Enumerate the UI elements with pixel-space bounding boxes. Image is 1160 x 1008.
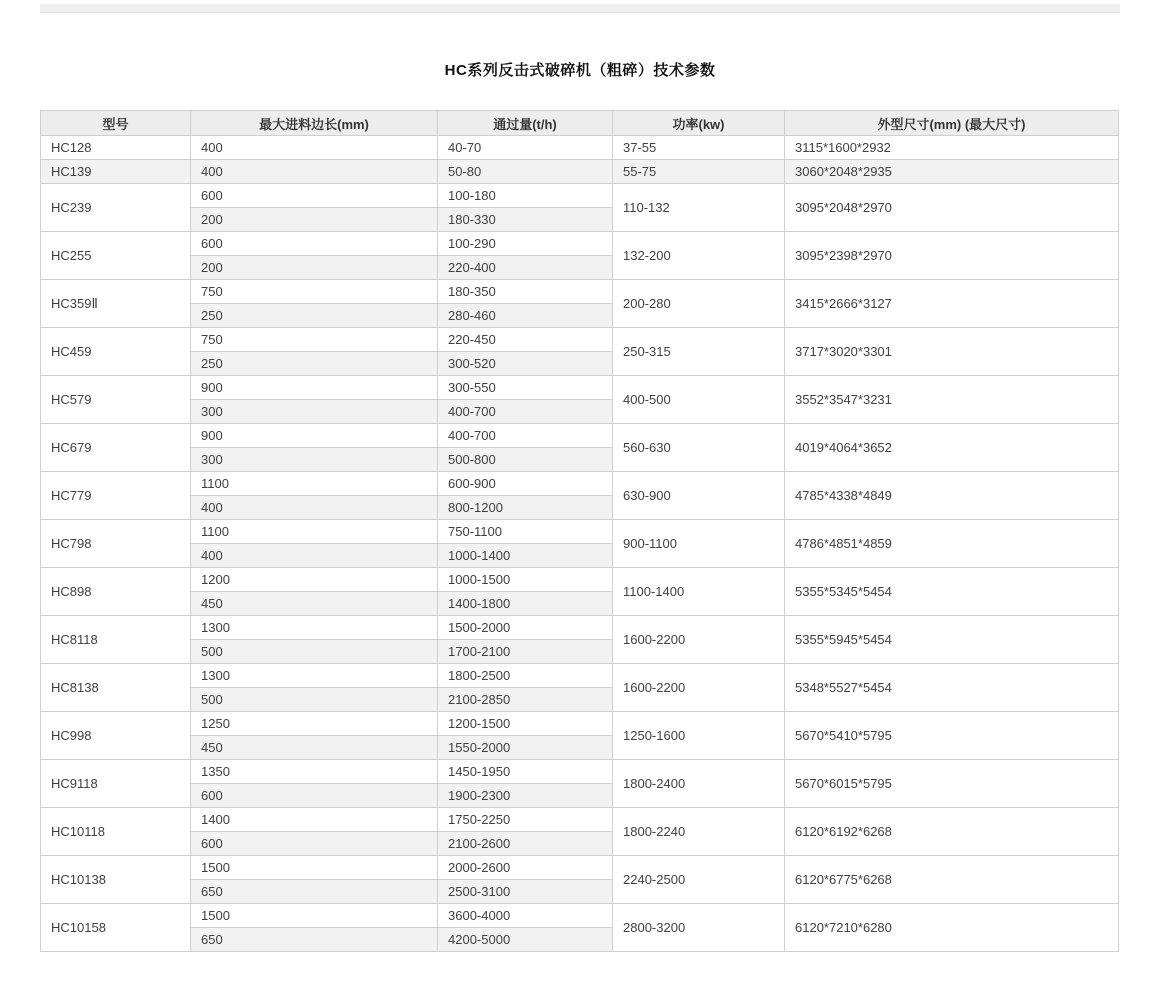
power-cell: 1800-2400 <box>613 760 785 808</box>
model-cell: HC9118 <box>41 760 191 808</box>
power-cell: 132-200 <box>613 232 785 280</box>
dims-cell: 3060*2048*2935 <box>785 160 1119 184</box>
dims-cell: 3095*2048*2970 <box>785 184 1119 232</box>
dims-cell: 4019*4064*3652 <box>785 424 1119 472</box>
capacity-cell: 1200-1500 <box>438 712 613 736</box>
page <box>0 4 1160 1008</box>
power-cell: 2800-3200 <box>613 904 785 952</box>
model-cell: HC139 <box>41 160 191 184</box>
capacity-cell: 2100-2600 <box>438 832 613 856</box>
feed-cell: 400 <box>191 496 438 520</box>
power-cell: 1600-2200 <box>613 616 785 664</box>
power-cell: 560-630 <box>613 424 785 472</box>
capacity-cell: 1750-2250 <box>438 808 613 832</box>
capacity-cell: 500-800 <box>438 448 613 472</box>
capacity-cell: 2000-2600 <box>438 856 613 880</box>
model-cell: HC359Ⅱ <box>41 280 191 328</box>
feed-cell: 400 <box>191 136 438 160</box>
specs-table <box>40 110 1119 952</box>
dims-cell: 3552*3547*3231 <box>785 376 1119 424</box>
feed-cell: 1400 <box>191 808 438 832</box>
feed-cell: 600 <box>191 184 438 208</box>
feed-cell: 300 <box>191 448 438 472</box>
feed-cell: 650 <box>191 928 438 952</box>
table-row <box>41 472 1119 496</box>
capacity-cell: 300-520 <box>438 352 613 376</box>
feed-cell: 500 <box>191 688 438 712</box>
feed-cell: 450 <box>191 592 438 616</box>
model-cell: HC798 <box>41 520 191 568</box>
table-row <box>41 184 1119 208</box>
capacity-cell: 40-70 <box>438 136 613 160</box>
feed-cell: 250 <box>191 304 438 328</box>
capacity-cell: 280-460 <box>438 304 613 328</box>
model-cell: HC459 <box>41 328 191 376</box>
feed-cell: 1200 <box>191 568 438 592</box>
power-cell: 1100-1400 <box>613 568 785 616</box>
table-row <box>41 760 1119 784</box>
feed-cell: 1250 <box>191 712 438 736</box>
capacity-cell: 1400-1800 <box>438 592 613 616</box>
dims-cell: 5348*5527*5454 <box>785 664 1119 712</box>
top-divider-bar <box>40 4 1120 13</box>
table-row <box>41 808 1119 832</box>
table-header <box>41 111 1119 136</box>
power-cell: 2240-2500 <box>613 856 785 904</box>
feed-cell: 1100 <box>191 520 438 544</box>
feed-cell: 450 <box>191 736 438 760</box>
column-header: 功率(kw) <box>613 111 785 136</box>
dims-cell: 5670*5410*5795 <box>785 712 1119 760</box>
model-cell: HC10138 <box>41 856 191 904</box>
capacity-cell: 100-290 <box>438 232 613 256</box>
capacity-cell: 1700-2100 <box>438 640 613 664</box>
power-cell: 37-55 <box>613 136 785 160</box>
model-cell: HC779 <box>41 472 191 520</box>
dims-cell: 5355*5945*5454 <box>785 616 1119 664</box>
dims-cell: 4786*4851*4859 <box>785 520 1119 568</box>
feed-cell: 1500 <box>191 856 438 880</box>
capacity-cell: 180-350 <box>438 280 613 304</box>
capacity-cell: 1800-2500 <box>438 664 613 688</box>
capacity-cell: 750-1100 <box>438 520 613 544</box>
capacity-cell: 3600-4000 <box>438 904 613 928</box>
model-cell: HC579 <box>41 376 191 424</box>
feed-cell: 900 <box>191 376 438 400</box>
dims-cell: 3717*3020*3301 <box>785 328 1119 376</box>
table-row <box>41 136 1119 160</box>
capacity-cell: 220-450 <box>438 328 613 352</box>
dims-cell: 6120*6192*6268 <box>785 808 1119 856</box>
dims-cell: 3095*2398*2970 <box>785 232 1119 280</box>
capacity-cell: 2500-3100 <box>438 880 613 904</box>
feed-cell: 400 <box>191 160 438 184</box>
table-row <box>41 712 1119 736</box>
capacity-cell: 2100-2850 <box>438 688 613 712</box>
power-cell: 1800-2240 <box>613 808 785 856</box>
dims-cell: 5670*6015*5795 <box>785 760 1119 808</box>
model-cell: HC998 <box>41 712 191 760</box>
feed-cell: 600 <box>191 832 438 856</box>
dims-cell: 6120*7210*6280 <box>785 904 1119 952</box>
power-cell: 900-1100 <box>613 520 785 568</box>
capacity-cell: 1000-1400 <box>438 544 613 568</box>
model-cell: HC10158 <box>41 904 191 952</box>
feed-cell: 1300 <box>191 616 438 640</box>
feed-cell: 1500 <box>191 904 438 928</box>
feed-cell: 600 <box>191 232 438 256</box>
feed-cell: 200 <box>191 256 438 280</box>
table-row <box>41 232 1119 256</box>
feed-cell: 650 <box>191 880 438 904</box>
model-cell: HC8118 <box>41 616 191 664</box>
capacity-cell: 800-1200 <box>438 496 613 520</box>
dims-cell: 6120*6775*6268 <box>785 856 1119 904</box>
feed-cell: 750 <box>191 328 438 352</box>
feed-cell: 600 <box>191 784 438 808</box>
table-body <box>41 136 1119 952</box>
feed-cell: 1300 <box>191 664 438 688</box>
table-row <box>41 520 1119 544</box>
table-row <box>41 664 1119 688</box>
power-cell: 1250-1600 <box>613 712 785 760</box>
capacity-cell: 400-700 <box>438 424 613 448</box>
dims-cell: 3415*2666*3127 <box>785 280 1119 328</box>
capacity-cell: 220-400 <box>438 256 613 280</box>
power-cell: 110-132 <box>613 184 785 232</box>
feed-cell: 500 <box>191 640 438 664</box>
capacity-cell: 300-550 <box>438 376 613 400</box>
column-header: 最大进料边长(mm) <box>191 111 438 136</box>
capacity-cell: 180-330 <box>438 208 613 232</box>
capacity-cell: 4200-5000 <box>438 928 613 952</box>
table-row <box>41 424 1119 448</box>
model-cell: HC8138 <box>41 664 191 712</box>
dims-cell: 3115*1600*2932 <box>785 136 1119 160</box>
table-row <box>41 160 1119 184</box>
column-header: 通过量(t/h) <box>438 111 613 136</box>
feed-cell: 300 <box>191 400 438 424</box>
model-cell: HC898 <box>41 568 191 616</box>
power-cell: 400-500 <box>613 376 785 424</box>
header-row <box>41 111 1119 136</box>
page-title: HC系列反击式破碎机（粗碎）技术参数 <box>444 62 716 79</box>
capacity-cell: 600-900 <box>438 472 613 496</box>
table-row <box>41 280 1119 304</box>
dims-cell: 4785*4338*4849 <box>785 472 1119 520</box>
capacity-cell: 1550-2000 <box>438 736 613 760</box>
capacity-cell: 1500-2000 <box>438 616 613 640</box>
feed-cell: 400 <box>191 544 438 568</box>
feed-cell: 200 <box>191 208 438 232</box>
power-cell: 250-315 <box>613 328 785 376</box>
power-cell: 1600-2200 <box>613 664 785 712</box>
capacity-cell: 1000-1500 <box>438 568 613 592</box>
capacity-cell: 50-80 <box>438 160 613 184</box>
feed-cell: 1350 <box>191 760 438 784</box>
model-cell: HC679 <box>41 424 191 472</box>
column-header: 型号 <box>41 111 191 136</box>
model-cell: HC239 <box>41 184 191 232</box>
capacity-cell: 100-180 <box>438 184 613 208</box>
feed-cell: 1100 <box>191 472 438 496</box>
power-cell: 630-900 <box>613 472 785 520</box>
column-header: 外型尺寸(mm) (最大尺寸) <box>785 111 1119 136</box>
capacity-cell: 400-700 <box>438 400 613 424</box>
power-cell: 55-75 <box>613 160 785 184</box>
table-row <box>41 616 1119 640</box>
model-cell: HC10118 <box>41 808 191 856</box>
table-row <box>41 568 1119 592</box>
model-cell: HC255 <box>41 232 191 280</box>
power-cell: 200-280 <box>613 280 785 328</box>
feed-cell: 900 <box>191 424 438 448</box>
feed-cell: 750 <box>191 280 438 304</box>
table-row <box>41 904 1119 928</box>
dims-cell: 5355*5345*5454 <box>785 568 1119 616</box>
table-row <box>41 328 1119 352</box>
table-row <box>41 376 1119 400</box>
capacity-cell: 1450-1950 <box>438 760 613 784</box>
feed-cell: 250 <box>191 352 438 376</box>
capacity-cell: 1900-2300 <box>438 784 613 808</box>
model-cell: HC128 <box>41 136 191 160</box>
table-row <box>41 856 1119 880</box>
